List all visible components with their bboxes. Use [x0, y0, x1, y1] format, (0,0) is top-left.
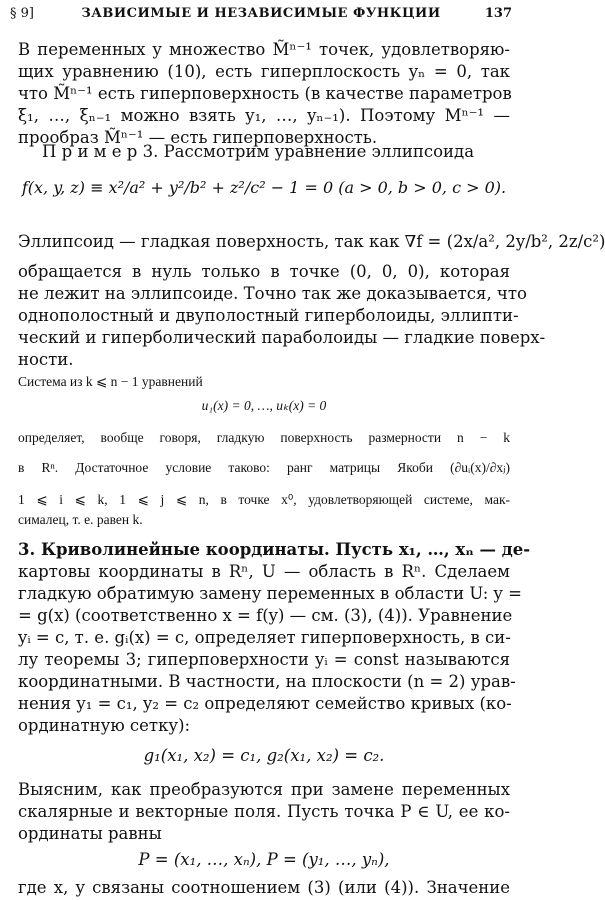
text-line: = g(x) (соответственно x = f(y) — см. (3), (4)). Уравнение [18, 606, 513, 625]
text-line: yᵢ = c, т. е. gᵢ(x) = c, определяет гиперповерхность, в си- [18, 628, 511, 647]
text-line: Эллипсоид — гладкая поверхность, так как ∇f = (2x/a², 2y/b², 2z/c²) [18, 232, 605, 251]
example-heading: П р и м е р 3. Рассмотрим уравнение эллипсоида [42, 142, 475, 161]
formula-point-coordinates: P = (x₁, …, xₙ), P = (y₁, …, yₙ), [138, 850, 390, 869]
small-text-line: сималец, т. е. равен k. [18, 512, 143, 527]
small-text-line: Система из k ⩽ n − 1 уравнений [18, 374, 203, 389]
text-line: щих уравнению (10), есть гиперплоскость yₙ = 0, так [18, 62, 510, 81]
text-line: картовы координаты в Rⁿ, U — область в Rⁿ. Сделаем [18, 562, 510, 581]
text-line: гладкую обратимую замену переменных в области U: y = [18, 584, 522, 603]
page-header [10, 6, 512, 28]
text-line: где x, y связаны соотношением (3) (или (4)). Значение [18, 878, 510, 897]
text-line: Выясним, как преобразуются при замене переменных [18, 780, 510, 799]
text-line: ности. [18, 350, 74, 369]
section-heading-line: 3. Криволинейные координаты. Пусть x₁, …, xₙ — де- [18, 540, 531, 559]
text-line: не лежит на эллипсоиде. Точно так же доказывается, что [18, 284, 527, 303]
text-line: ординатную сетку): [18, 716, 191, 735]
text-line: нения y₁ = c₁, y₂ = c₂ определяют семейство кривых (ко- [18, 694, 512, 713]
text-line: однополостный и двуполостный гиперболоиды, эллипти- [18, 306, 519, 325]
formula-system: u₁(x) = 0, …, uₖ(x) = 0 [201, 398, 327, 413]
small-text-line: определяет, вообще говоря, гладкую поверхность размерности n − k [18, 430, 510, 445]
page-number: 137 [484, 6, 512, 21]
text-line: В переменных y множество M̃ⁿ⁻¹ точек, удовлетворяю- [18, 40, 510, 59]
section-mark: § 9] [10, 6, 34, 21]
small-text-line: 1 ⩽ i ⩽ k, 1 ⩽ j ⩽ n, в точке x⁰, удовлетворяющей системе, мак- [18, 492, 510, 507]
text-line: лу теоремы 3; гиперповерхности yᵢ = const называются [18, 650, 510, 669]
text-line: ξ₁, …, ξₙ₋₁ можно взять y₁, …, yₙ₋₁). Поэтому Mⁿ⁻¹ — [18, 106, 510, 125]
text-line: ординаты равны [18, 824, 162, 843]
text-line: координатными. В частности, на плоскости (n = 2) урав- [18, 672, 516, 691]
formula-ellipsoid: f(x, y, z) ≡ x²/a² + y²/b² + z²/c² − 1 = 0 (a > 0, b > 0, c > 0). [21, 178, 507, 197]
text-line: обращается в нуль только в точке (0, 0, 0), которая [18, 262, 510, 281]
text-line: прообраз M̃ⁿ⁻¹ — есть гиперповерхность. [18, 128, 378, 147]
text-line: что M̃ⁿ⁻¹ есть гиперповерхность (в качестве параметров [18, 84, 512, 103]
small-text-line: в Rⁿ. Достаточное условие таково: ранг матрицы Якоби (∂uᵢ(x)/∂xⱼ) [18, 460, 510, 475]
text-line: скалярные и векторные поля. Пусть точка P ∈ U, ее ко- [18, 802, 510, 821]
running-title: ЗАВИСИМЫЕ И НЕЗАВИСИМЫЕ ФУНКЦИИ [81, 6, 441, 21]
formula-coordinate-grid: g₁(x₁, x₂) = c₁, g₂(x₁, x₂) = c₂. [143, 746, 385, 765]
text-line: ческий и гиперболический параболоиды — гладкие поверх- [18, 328, 546, 347]
